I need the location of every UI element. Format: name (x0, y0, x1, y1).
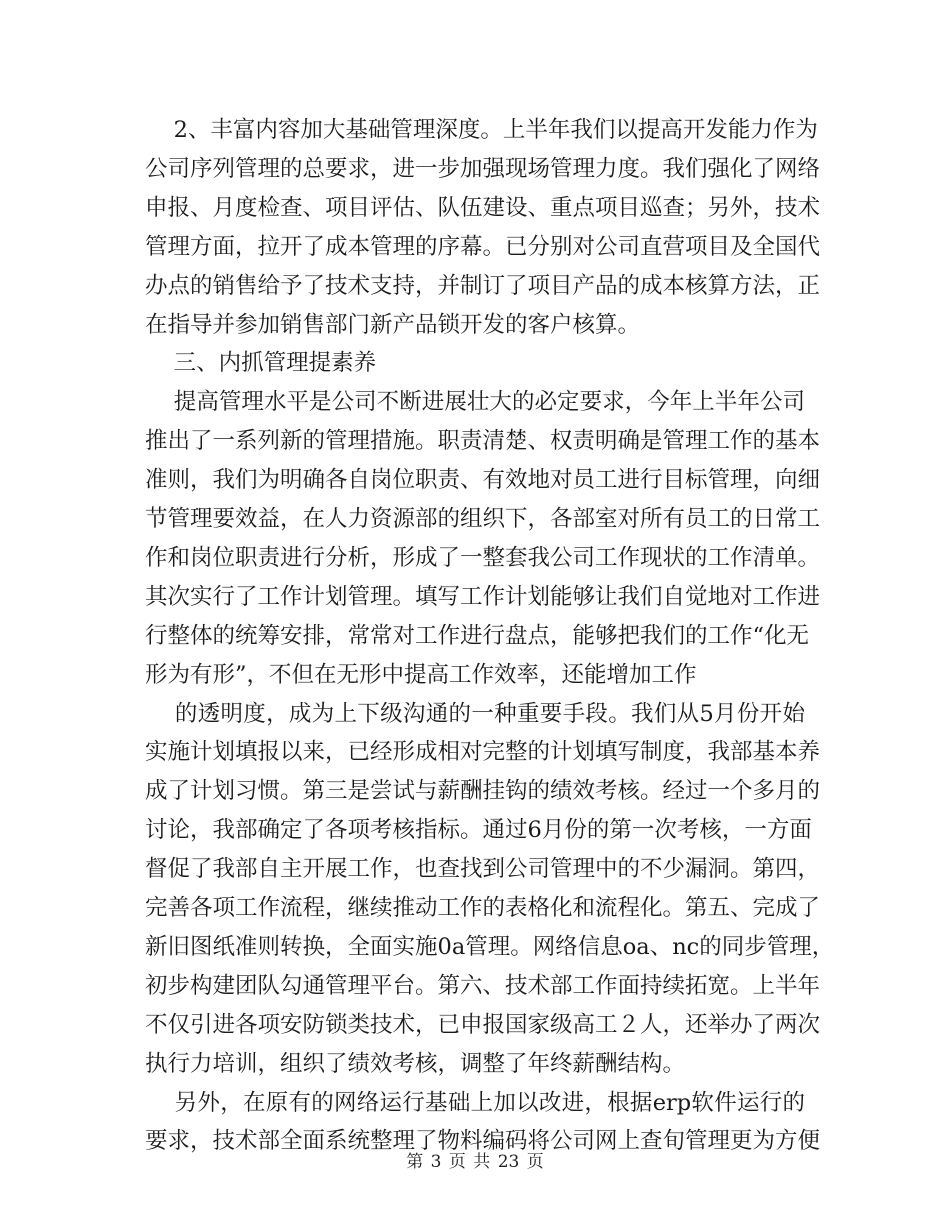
text-line: 要求，技术部全面系统整理了物料编码将公司网上查旬管理更为方便 (145, 1128, 821, 1155)
text-line: 督促了我部自主开展工作，也查找到公司管理中的不少漏洞。第四， (145, 856, 821, 883)
text-line: 提高管理水平是公司不断进展壮大的必定要求，今年上半年公司 (145, 389, 805, 416)
text-line: 不仅引进各项安防锁类技术，已申报国家级高工２人，还举办了两次 (145, 1011, 821, 1038)
text-line: 2、丰富内容加大基础管理深度。上半年我们以提高开发能力作为 (145, 117, 818, 143)
text-line: 成了计划习惯。第三是尝试与薪酬挂钩的绩效考核。经过一个多月的 (145, 778, 821, 805)
text-line: 公司序列管理的总要求，进一步加强现场管理力度。我们强化了网络 (145, 155, 821, 182)
text-line: 在指导并参加销售部门新产品锁开发的客户核算。 (145, 311, 641, 338)
text-line: 准则，我们为明确各自岗位职责、有效地对员工进行目标管理，向细 (145, 467, 821, 494)
text-line: 申报、月度检查、项目评估、队伍建设、重点项目巡查；另外，技术 (145, 194, 821, 221)
text-line: 完善各项工作流程，继续推动工作的表格化和流程化。第五、完成了 (145, 895, 821, 921)
text-line: 执行力培训，组织了绩效考核，调整了年终薪酬结构。 (145, 1050, 686, 1077)
text-line: 新旧图纸准则转换，全面实施0a管理。网络信息oa、nc的同步管理， (145, 933, 835, 960)
text-line: 节管理要效益，在人力资源部的组织下，各部室对所有员工的日常工 (145, 506, 821, 532)
text-line: 其次实行了工作计划管理。填写工作计划能够让我们自觉地对工作进 (145, 583, 821, 610)
text-line: 另外，在原有的网络运行基础上加以改进，根据erp软件运行的 (145, 1089, 805, 1116)
page-footer: 第 3 页 共 23 页 (406, 1152, 544, 1172)
text-line: 办点的销售给予了技术支持，并制订了项目产品的成本核算方法，正 (145, 272, 821, 299)
text-line: 的透明度，成为上下级沟通的一种重要手段。我们从5月份开始 (145, 700, 805, 727)
text-line: 作和岗位职责进行分析，形成了一整套我公司工作现状的工作清单。 (145, 544, 821, 571)
text-line: 形为有形”，不但在无形中提高工作效率，还能增加工作 (145, 661, 697, 688)
text-line: 讨论，我部确定了各项考核指标。通过6月份的第一次考核，一方面 (145, 817, 812, 844)
text-line: 推出了一系列新的管理措施。职责清楚、权责明确是管理工作的基本 (145, 428, 821, 455)
text-line: 管理方面，拉开了成本管理的序幕。已分别对公司直营项目及全国代 (145, 233, 821, 260)
text-line: 实施计划填报以来，已经形成相对完整的计划填写制度，我部基本养 (145, 739, 821, 766)
text-line: 行整体的统筹安排，常常对工作进行盘点，能够把我们的工作“化无 (145, 622, 810, 649)
text-line: 初步构建团队勾通管理平台。第六、技术部工作面持续拓宽。上半年 (145, 972, 821, 999)
text-line: 三、内抓管理提素养 (145, 350, 377, 377)
